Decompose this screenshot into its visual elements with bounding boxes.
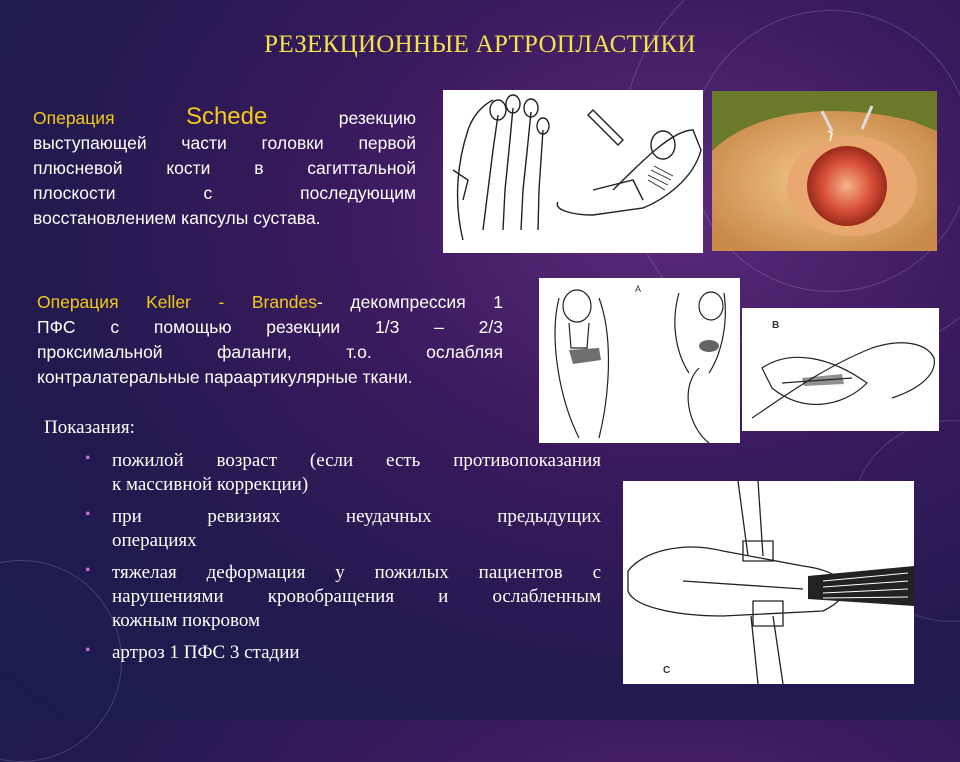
indication-line: к массивной коррекции) — [112, 474, 309, 495]
bullet-icon: • — [85, 562, 91, 579]
keller-illustration-b — [742, 308, 939, 431]
indication-line: при ревизиях неудачных предыдущих — [112, 506, 601, 527]
para1-line: восстановлением капсулы сустава. — [33, 208, 321, 228]
indication-line: нарушениями кровобращения и ослабленным — [112, 586, 601, 607]
para1-line: плоскости с последующим — [33, 183, 416, 203]
para2-text: - декомпрессия 1 — [317, 292, 503, 312]
indications-title: Показания: — [44, 417, 135, 438]
schede-description — [33, 104, 416, 231]
keller-brandes-name: Операция Keller - Brandes — [37, 292, 318, 312]
foot-skeleton-sketch — [443, 90, 703, 253]
para2-line — [37, 290, 503, 315]
indication-line: артроз 1 ПФС 3 стадии — [112, 642, 300, 663]
surgery-photo — [712, 91, 937, 251]
indication-line: пожилой возраст (если есть противопоказания — [112, 450, 601, 471]
label-c: C — [663, 665, 671, 676]
keller-illustration-c — [623, 481, 914, 684]
indication-item — [85, 449, 601, 497]
schede-name: Schede — [185, 103, 268, 130]
slide-title: РЕЗЕКЦИОННЫЕ АРТРОПЛАСТИКИ — [264, 31, 696, 58]
indication-item — [85, 561, 601, 633]
indication-line: кожным покровом — [112, 610, 261, 631]
keller-brandes-description — [37, 290, 503, 390]
indication-item — [85, 505, 601, 553]
indications-list — [85, 449, 601, 673]
indication-item — [85, 641, 601, 665]
keller-drawing-c — [623, 481, 914, 684]
para2-line: контралатеральные параартикулярные ткани. — [37, 367, 413, 387]
foot-skeleton-drawing — [443, 90, 703, 253]
operation-word: Операция — [33, 108, 115, 128]
label-b: B — [772, 320, 780, 331]
label-a: A — [635, 284, 642, 294]
surgery-photo-drawing — [712, 91, 937, 251]
bullet-icon: • — [85, 506, 91, 523]
para1-line: выступающей части головки первой — [33, 133, 416, 153]
keller-drawing-b — [742, 308, 939, 431]
para1-word: резекцию — [338, 108, 416, 128]
bullet-icon: • — [85, 450, 91, 467]
keller-drawing-a — [539, 278, 740, 443]
indication-line: тяжелая деформация у пожилых пациентов с — [112, 562, 601, 583]
bullet-icon: • — [85, 642, 91, 659]
para1-line: плюсневой кости в сагиттальной — [33, 158, 416, 178]
para1-line — [33, 104, 416, 131]
para2-line: ПФС с помощью резекции 1/3 – 2/3 — [37, 317, 503, 337]
indication-line: операциях — [112, 530, 197, 551]
keller-illustration-a — [539, 278, 740, 443]
para2-line: проксимальной фаланги, т.о. ослабляя — [37, 342, 503, 362]
